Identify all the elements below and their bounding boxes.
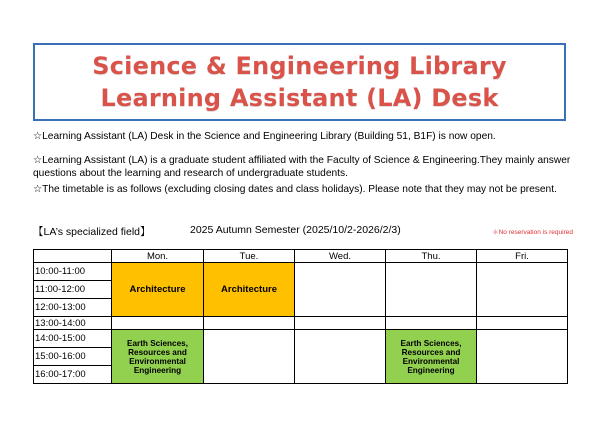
fri-morning-cell [477, 263, 568, 317]
no-reservation-note: ＊No reservation is required [492, 229, 573, 236]
mon-earth-sciences-cell [112, 330, 204, 384]
time-slot: 14:00-15:00 [34, 330, 112, 348]
time-slot: 11:00-12:00 [34, 281, 112, 299]
thu-earth-sciences-cell [386, 330, 477, 384]
fri-afternoon-cell [477, 330, 568, 384]
timetable-row [34, 263, 568, 281]
tue-lunch-cell [204, 317, 295, 330]
time-slot: 10:00-11:00 [34, 263, 112, 281]
time-slot: 16:00-17:00 [34, 366, 112, 384]
wed-lunch-cell [295, 317, 386, 330]
timetable-row [34, 317, 568, 330]
wed-afternoon-cell [295, 330, 386, 384]
wed-morning-cell [295, 263, 386, 317]
thu-lunch-cell [386, 317, 477, 330]
cell-label: Architecture [129, 284, 186, 295]
cell-label: Earth Sciences, Resources and Environmental Engineering [127, 338, 188, 375]
header-corner [34, 250, 112, 263]
header-day-mon: Mon. [112, 250, 204, 263]
timetable-row [34, 330, 568, 348]
intro-paragraph-la-description: ☆Learning Assistant (LA) is a graduate student affiliated with the Faculty of Science & Engineering.They mainly answer questions about the learning and research of undergraduate students. [33, 155, 571, 179]
schedule-info-row [33, 224, 573, 238]
tue-architecture-cell [204, 263, 295, 317]
thu-morning-cell [386, 263, 477, 317]
time-slot: 12:00-13:00 [34, 299, 112, 317]
cell-label: Earth Sciences, Resources and Environmental Engineering [400, 338, 462, 375]
title-line-1: Science & Engineering Library [92, 52, 507, 80]
time-slot: 13:00-14:00 [34, 317, 112, 330]
header-day-thu: Thu. [386, 250, 477, 263]
title-banner [33, 43, 566, 121]
header-day-tue: Tue. [204, 250, 295, 263]
header-day-fri: Fri. [477, 250, 568, 263]
intro-paragraph-timetable-note: ☆The timetable is as follows (excluding closing dates and class holidays). Please note that they may not be present. [33, 184, 557, 195]
mon-architecture-cell [112, 263, 204, 317]
mon-lunch-cell [112, 317, 204, 330]
header-day-wed: Wed. [295, 250, 386, 263]
time-slot: 15:00-16:00 [34, 348, 112, 366]
intro-paragraph-desk-open: ☆Learning Assistant (LA) Desk in the Science and Engineering Library (Building 51, B1F) is now open. [33, 131, 496, 142]
timetable [33, 249, 568, 384]
specialized-field-label: 【LA’s specialized field】 [33, 226, 151, 238]
title-line-2: Learning Assistant (LA) Desk [100, 84, 499, 112]
fri-lunch-cell [477, 317, 568, 330]
semester-label: 2025 Autumn Semester (2025/10/2-2026/2/3) [190, 224, 401, 236]
timetable-header-row [34, 250, 568, 263]
cell-label: Architecture [221, 284, 277, 295]
tue-afternoon-cell [204, 330, 295, 384]
